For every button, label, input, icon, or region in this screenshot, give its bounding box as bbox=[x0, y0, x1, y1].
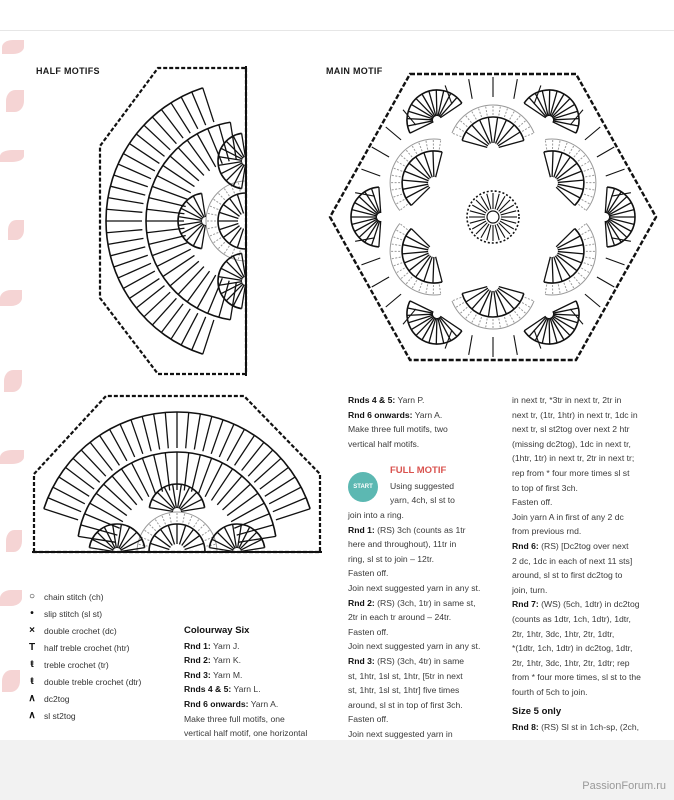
instruction-line: Rnds 4 & 5: Yarn P. bbox=[348, 395, 425, 405]
instruction-line: vertical half motifs. bbox=[348, 438, 420, 449]
instruction-line: Make three full motifs, two bbox=[348, 424, 448, 435]
main-motif-hexagon-chart bbox=[328, 72, 658, 362]
legend-row bbox=[24, 588, 184, 605]
instruction-line: rep from * four more times sl st bbox=[512, 467, 630, 478]
legend-label: sl st2tog bbox=[44, 710, 76, 721]
instruction-line: (missing dc2tog), 1dc in next tr, bbox=[512, 438, 631, 449]
instruction-line: Join yarn A in first of any 2 dc bbox=[512, 511, 624, 522]
instruction-line: next tr, sl st2tog over next 2 htr bbox=[512, 424, 630, 435]
instruction-line: Join next suggested yarn in bbox=[348, 728, 453, 739]
main-motif-heading: MAIN MOTIF bbox=[326, 66, 383, 76]
instruction-line: Rnd 2: (RS) (3ch, 1tr) in same st, bbox=[348, 597, 476, 608]
half-motifs-heading: HALF MOTIFS bbox=[36, 66, 100, 76]
legend-row bbox=[24, 622, 184, 639]
instruction-line: from previous rnd. bbox=[512, 526, 582, 537]
legend-label: half treble crochet (htr) bbox=[44, 642, 130, 653]
top-border bbox=[0, 30, 674, 31]
colourway-title: Colourway Six bbox=[184, 625, 250, 636]
instruction-line: around, sl st in top of first 3ch. bbox=[348, 699, 463, 710]
legend-label: chain stitch (ch) bbox=[44, 591, 104, 602]
chain-stitch-icon: ○ bbox=[28, 591, 36, 602]
instruction-line: Join next suggested yarn in any st. bbox=[348, 582, 481, 593]
colourway-line: Rnd 3: Yarn M. bbox=[184, 669, 243, 680]
instruction-line: 2tr, 1htr, 3dc, 1htr, 2tr, 1dtr; rep bbox=[512, 657, 630, 668]
treble-icon: ŧ bbox=[30, 659, 34, 670]
instruction-line: Join next suggested yarn in any st. bbox=[348, 641, 481, 652]
legend-row bbox=[24, 605, 184, 622]
full-motif-instructions bbox=[348, 508, 500, 742]
start-badge: START bbox=[348, 472, 378, 502]
watermark: PassionForum.ru bbox=[582, 780, 666, 792]
instruction-line: from * four more times, sl st to the bbox=[512, 672, 641, 683]
legend-row bbox=[24, 707, 184, 724]
instruction-line: around, sl st to first dc2tog to bbox=[512, 570, 623, 581]
last-instruction-line: Rnd 8: (RS) Sl st in 1ch-sp, (2ch, bbox=[512, 722, 640, 733]
half-treble-icon: T bbox=[28, 642, 36, 653]
legend-label: treble crochet (tr) bbox=[44, 659, 109, 670]
legend-row bbox=[24, 673, 184, 690]
dc2tog-icon: ∧ bbox=[28, 693, 36, 704]
instruction-line: fourth of 5ch to join. bbox=[512, 686, 588, 697]
stitch-legend bbox=[24, 588, 184, 724]
instruction-line: 2tr in each tr around – 24tr. bbox=[348, 612, 452, 623]
full-motif-title: FULL MOTIF bbox=[390, 465, 447, 476]
instruction-line: Rnd 6 onwards: Yarn A. bbox=[348, 409, 443, 420]
instruction-line: *(1dtr, 1ch, 1dtr) in dc2tog, 1dtr, bbox=[512, 643, 633, 654]
instruction-line: Rnd 1: (RS) 3ch (counts as 1tr bbox=[348, 524, 466, 535]
instruction-line: Rnd 3: (RS) (3ch, 4tr) in same bbox=[348, 655, 465, 666]
instruction-line: Rnd 6: (RS) [Dc2tog over next bbox=[512, 540, 629, 551]
instruction-line: here and throughout), 11tr in bbox=[348, 539, 457, 550]
instruction-line: 2tr, 1htr, 3dc, 1htr, 2tr, 1dtr, bbox=[512, 628, 615, 639]
colourway-column bbox=[184, 624, 344, 741]
legend-row bbox=[24, 639, 184, 656]
full-motif-intro bbox=[390, 464, 500, 508]
half-motif-vertical-chart bbox=[96, 66, 260, 376]
instruction-line: to top of first 3ch. bbox=[512, 482, 578, 493]
legend-label: double treble crochet (dtr) bbox=[44, 676, 142, 687]
legend-label: dc2tog bbox=[44, 693, 70, 704]
half-motif-horizontal-chart bbox=[32, 392, 322, 562]
instruction-line: join into a ring. bbox=[348, 510, 404, 520]
instruction-line: in next tr, *3tr in next tr, 2tr in bbox=[512, 395, 622, 405]
colourway-line: Rnd 1: Yarn J. bbox=[184, 640, 240, 651]
bottom-band bbox=[0, 740, 674, 800]
size-title: Size 5 only bbox=[512, 706, 562, 718]
legend-label: slip stitch (sl st) bbox=[44, 608, 103, 619]
instruction-line: st, 1htr, 1sl st, 1htr, [5tr in next bbox=[348, 670, 463, 681]
instruction-line: (counts as 1dtr, 1ch, 1dtr), 1dtr, bbox=[512, 613, 631, 624]
colourway-line: Rnd 2: Yarn K. bbox=[184, 655, 241, 666]
instruction-line: Fasten off. bbox=[348, 714, 389, 725]
slip-stitch-icon: • bbox=[30, 608, 34, 619]
instruction-line: Fasten off. bbox=[348, 568, 389, 579]
intro-line: Using suggested bbox=[390, 480, 455, 491]
colourway-line: Rnd 6 onwards: Yarn A. bbox=[184, 698, 279, 709]
instruction-line: (1htr, 1tr) in next tr, 2tr in next tr; bbox=[512, 453, 635, 464]
double-treble-icon: ŧ bbox=[30, 676, 34, 687]
colourway-line: Rnds 4 & 5: Yarn L. bbox=[184, 684, 261, 695]
colourway-extra-line: Make three full motifs, one bbox=[184, 713, 285, 724]
instruction-line: join, turn. bbox=[512, 584, 548, 595]
double-crochet-icon: × bbox=[29, 625, 35, 636]
instruction-line: st, 1htr, 1sl st, 1htr] five times bbox=[348, 685, 460, 696]
middle-column bbox=[348, 393, 498, 451]
instruction-line: 2 dc, 1dc in each of next 11 sts] bbox=[512, 555, 633, 566]
intro-line: yarn, 4ch, sl st to bbox=[390, 495, 455, 506]
instruction-line: ring, sl st to join – 12tr. bbox=[348, 553, 434, 564]
instruction-line: Rnd 7: (WS) (5ch, 1dtr) in dc2tog bbox=[512, 599, 640, 610]
legend-row bbox=[24, 690, 184, 707]
colourway-extra-line: vertical half motif, one horizontal bbox=[184, 728, 308, 739]
legend-row bbox=[24, 656, 184, 673]
right-column bbox=[512, 393, 664, 735]
instruction-line: next tr, (1tr, 1htr) in next tr, 1dc in bbox=[512, 409, 638, 420]
instruction-line: Fasten off. bbox=[348, 626, 389, 637]
sl-st2tog-icon: ∧ bbox=[28, 710, 36, 721]
instruction-line: Fasten off. bbox=[512, 497, 553, 508]
legend-label: double crochet (dc) bbox=[44, 625, 117, 636]
